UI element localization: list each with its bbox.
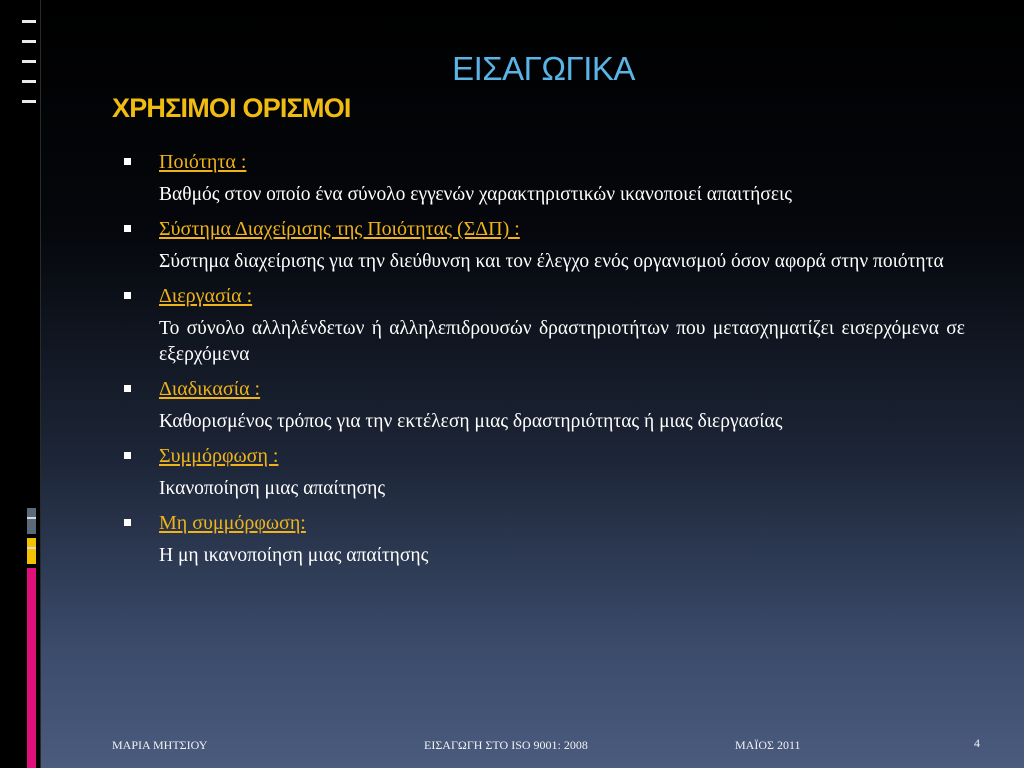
accent-stripe-gray: [27, 508, 36, 534]
list-item: [120, 150, 965, 208]
list-item: [120, 284, 965, 368]
slide-title: ΕΙΣΑΓΩΓΙΚΑ: [452, 50, 635, 87]
list-item: [120, 511, 965, 569]
accent-stripe-yellow: [27, 538, 36, 564]
term-definition: Σύστημα διαχείρισης για την διεύθυνση και τον έλεγχο ενός οργανισμού όσον αφορά στην ποιότητα: [159, 251, 944, 272]
term-link[interactable]: Μη συμμόρφωση:: [159, 512, 306, 534]
term-link[interactable]: Διεργασία :: [159, 285, 253, 307]
footer-topic: ΕΙΣΑΓΩΓΗ ΣΤΟ ISO 9001: 2008: [424, 738, 588, 752]
footer-date: ΜΑΪΟΣ 2011: [735, 738, 801, 752]
list-item: [120, 377, 965, 435]
footer-page-number: 4: [974, 736, 980, 750]
decorative-tick: [27, 517, 36, 519]
square-bullet-icon: [124, 385, 131, 392]
term-link[interactable]: Ποιότητα :: [159, 151, 247, 173]
left-decorative-band: [0, 0, 41, 768]
list-item: [120, 444, 965, 502]
definitions-list: [120, 150, 965, 578]
square-bullet-icon: [124, 452, 131, 459]
term-link[interactable]: Διαδικασία :: [159, 378, 261, 400]
term-link[interactable]: Σύστημα Διαχείρισης της Ποιότητας (ΣΔΠ) :: [159, 218, 520, 240]
accent-stripe-magenta: [27, 568, 36, 768]
band-edge-line: [40, 0, 41, 768]
term-definition: Ικανοποίηση μιας απαίτησης: [159, 478, 386, 499]
term-definition: Το σύνολο αλληλένδετων ή αλληλεπιδρουσών δραστηριοτήτων που μετασχηματίζει εισερχόμενα σε εξερχόμενα: [159, 318, 965, 365]
term-definition: Καθορισμένος τρόπος για την εκτέλεση μιας δραστηριότητας ή μιας διεργασίας: [159, 411, 783, 432]
footer-author: ΜΑΡΙΑ ΜΗΤΣΙΟΥ: [112, 738, 208, 752]
square-bullet-icon: [124, 519, 131, 526]
square-bullet-icon: [124, 225, 131, 232]
decorative-bar: [22, 40, 36, 43]
decorative-bar: [22, 100, 36, 103]
decorative-tick: [27, 547, 36, 549]
list-item: [120, 217, 965, 275]
square-bullet-icon: [124, 292, 131, 299]
square-bullet-icon: [124, 158, 131, 165]
term-definition: Βαθμός στον οποίο ένα σύνολο εγγενών χαρακτηριστικών ικανοποιεί απαιτήσεις: [159, 184, 792, 205]
decorative-bar: [22, 20, 36, 23]
slide-subtitle: ΧΡΗΣΙΜΟΙ ΟΡΙΣΜΟΙ: [112, 93, 351, 123]
term-definition: Η μη ικανοποίηση μιας απαίτησης: [159, 545, 429, 566]
term-link[interactable]: Συμμόρφωση :: [159, 445, 279, 467]
